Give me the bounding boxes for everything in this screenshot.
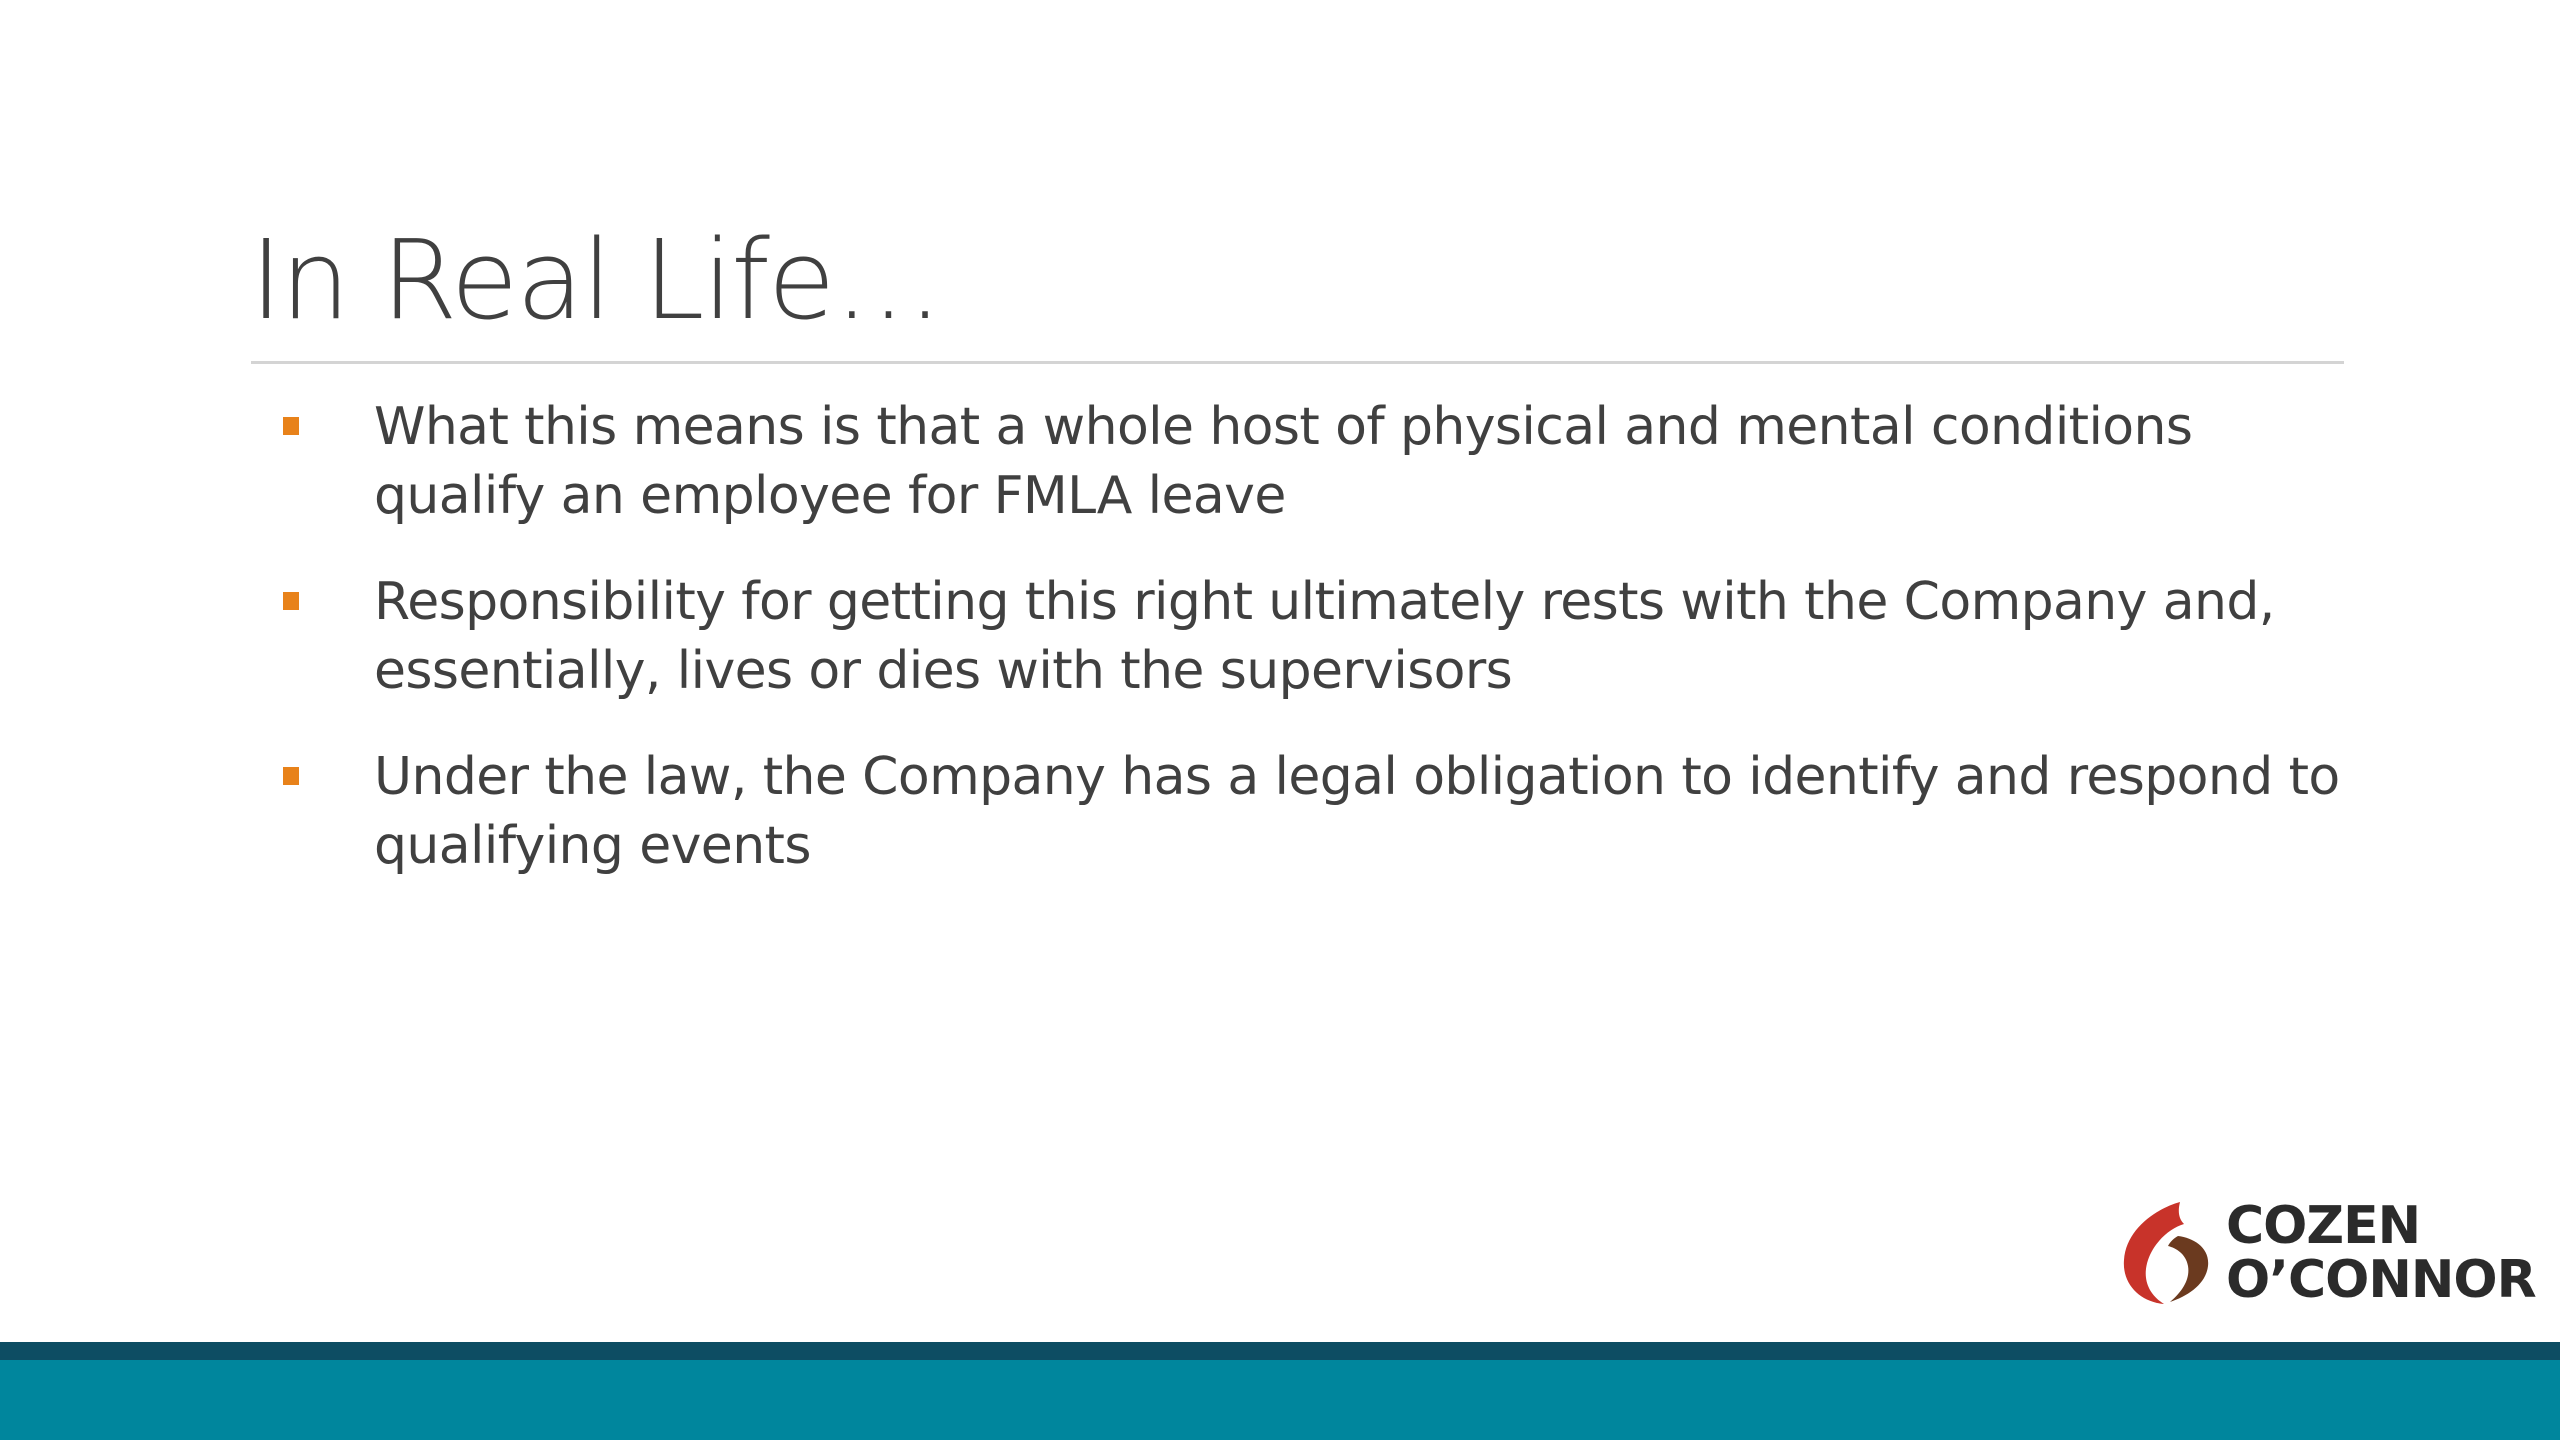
footer-dark-band	[0, 1342, 2560, 1360]
bullet-item	[280, 743, 2350, 881]
slide-title: In Real Life…	[250, 216, 942, 344]
bullet-text: Under the law, the Company has a legal obligation to identify and respond to qualifying events	[374, 747, 2340, 876]
logo-text-line-1: COZEN	[2226, 1196, 2421, 1256]
square-bullet-icon	[283, 767, 299, 785]
square-bullet-icon	[283, 592, 299, 610]
bullet-item	[280, 393, 2350, 531]
bullet-text: What this means is that a whole host of physical and mental conditions qualify an employee for FMLA leave	[374, 397, 2193, 526]
bullet-text: Responsibility for getting this right ultimately rests with the Company and, essentially, lives or dies with the supervisors	[374, 572, 2275, 701]
square-bullet-icon	[283, 417, 299, 435]
logo-text-line-2: O’CONNOR	[2226, 1250, 2536, 1310]
bullet-item	[280, 568, 2350, 706]
company-logo	[2118, 1196, 2536, 1310]
cozen-oconnor-logo-icon	[2118, 1198, 2230, 1308]
title-divider	[251, 361, 2344, 364]
footer-teal-band	[0, 1360, 2560, 1440]
bullet-list	[280, 393, 2350, 918]
